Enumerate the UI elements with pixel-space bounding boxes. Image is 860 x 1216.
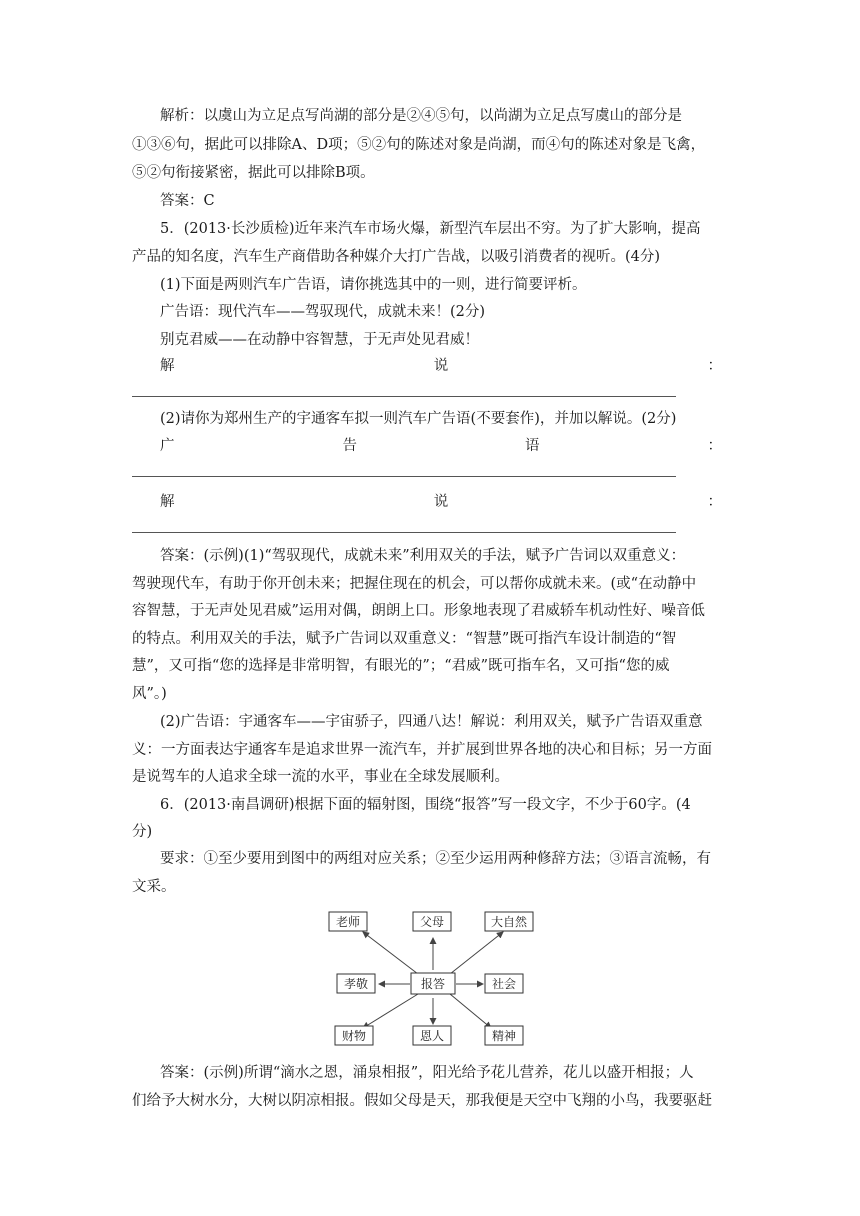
answer-5-line-2: 驾驶现代车，有助于你开创未来；把握住现在的机会，可以帮你成就未来。(或“在动静中 bbox=[132, 576, 697, 592]
arrow-to-wealth bbox=[363, 994, 418, 1028]
answer-5-line-1: 答案：(示例)(1)“驾驭现代，成就未来”利用双关的手法，赋予广告词以双重意义： bbox=[160, 548, 686, 564]
answer-blank-line bbox=[132, 532, 676, 533]
node-teacher: 老师 bbox=[335, 915, 361, 929]
question-6-line-1: 6．(2013·南昌调研)根据下面的辐射图，围绕“报答”写一段文字，不少于60字。(4 bbox=[160, 797, 691, 813]
answer-5-line-9: 是说驾车的人追求全球一流的水平，事业在全球发展顺利。 bbox=[132, 769, 509, 785]
question-5-line-2: 产品的知名度，汽车生产商借助各种媒介大打广告战，以吸引消费者的视听。(4分) bbox=[132, 249, 661, 265]
question-6-line-2: 分) bbox=[132, 824, 153, 840]
node-center: 报答 bbox=[420, 977, 446, 991]
answer-blank-line bbox=[132, 396, 676, 397]
ad-slogan-2: 别克君威——在动静中容智慧，于无声处见君威！ bbox=[160, 332, 479, 348]
node-benefactor: 恩人 bbox=[419, 1029, 445, 1043]
question-5-sub-1: (1)下面是两则汽车广告语，请你挑选其中的一则，进行简要评析。 bbox=[160, 277, 587, 293]
node-filial: 孝敬 bbox=[343, 977, 369, 991]
question-5-line-1: 5．(2013·长沙质检)近年来汽车市场火爆，新型汽车层出不穷。为了扩大影响，提高 bbox=[160, 221, 701, 237]
radial-diagram bbox=[325, 908, 547, 1046]
answer-5-line-6: 风”。) bbox=[132, 686, 167, 702]
node-nature: 大自然 bbox=[490, 915, 528, 929]
answer-5-line-8: 义：一方面表达宇通客车是追求世界一流汽车，并扩展到世界各地的决心和目标；另一方面 bbox=[132, 742, 712, 758]
question-6-requirement-2: 文采。 bbox=[132, 879, 176, 895]
answer-6-line-1: 答案：(示例)所谓“滴水之恩，涌泉相报”，阳光给予花儿营养，花儿以盛开相报；人 bbox=[160, 1065, 694, 1081]
arrow-to-teacher bbox=[363, 932, 418, 974]
slogan-label: 广 告 语 ： bbox=[160, 438, 722, 454]
answer-5-line-5: 慧”，又可指“您的选择是非常明智，有眼光的”；“君威”既可指车名，又可指“您的威 bbox=[132, 658, 670, 674]
explain-label-1: 解 说 ： bbox=[160, 358, 722, 374]
answer-6-line-2: 们给予大树水分，大树以阴凉相报。假如父母是天，那我便是天空中飞翔的小鸟，我要驱赶 bbox=[132, 1093, 712, 1109]
answer-4: 答案：C bbox=[160, 193, 215, 209]
question-6-requirement-1: 要求：①至少要用到图中的两组对应关系；②至少运用两种修辞方法；③语言流畅，有 bbox=[160, 851, 711, 867]
node-spirit: 精神 bbox=[491, 1029, 517, 1043]
analysis-line-1: 解析：以虞山为立足点写尚湖的部分是②④⑤句，以尚湖为立足点写虞山的部分是 bbox=[160, 108, 682, 124]
analysis-line-3: ⑤②句衔接紧密，据此可以排除B项。 bbox=[132, 165, 375, 181]
answer-5-line-3: 容智慧，于无声处见君威”运用对偶，朗朗上口。形象地表现了君威轿车机动性好、噪音低 bbox=[132, 603, 705, 619]
answer-blank-line bbox=[132, 476, 676, 477]
node-parents: 父母 bbox=[419, 915, 445, 929]
answer-5-line-4: 的特点。利用双关的手法，赋予广告词以双重意义：“智慧”既可指汽车设计制造的“智 bbox=[132, 631, 677, 647]
question-5-sub-2: (2)请你为郑州生产的宇通客车拟一则汽车广告语(不要套作)，并加以解说。(2分) bbox=[160, 411, 677, 427]
answer-5-line-7: (2)广告语：宇通客车——宇宙骄子，四通八达！解说：利用双关，赋予广告语双重意 bbox=[160, 714, 703, 730]
node-wealth: 财物 bbox=[341, 1029, 367, 1043]
arrow-to-spirit bbox=[450, 994, 491, 1028]
node-society: 社会 bbox=[491, 977, 517, 991]
arrow-to-nature bbox=[450, 932, 503, 974]
explain-label-2: 解 说 ： bbox=[160, 494, 722, 510]
ad-slogan-1: 广告语：现代汽车——驾驭现代，成就未来！(2分) bbox=[160, 304, 486, 320]
analysis-line-2: ①③⑥句，据此可以排除A、D项；⑤②句的陈述对象是尚湖，而④句的陈述对象是飞禽， bbox=[132, 137, 706, 153]
